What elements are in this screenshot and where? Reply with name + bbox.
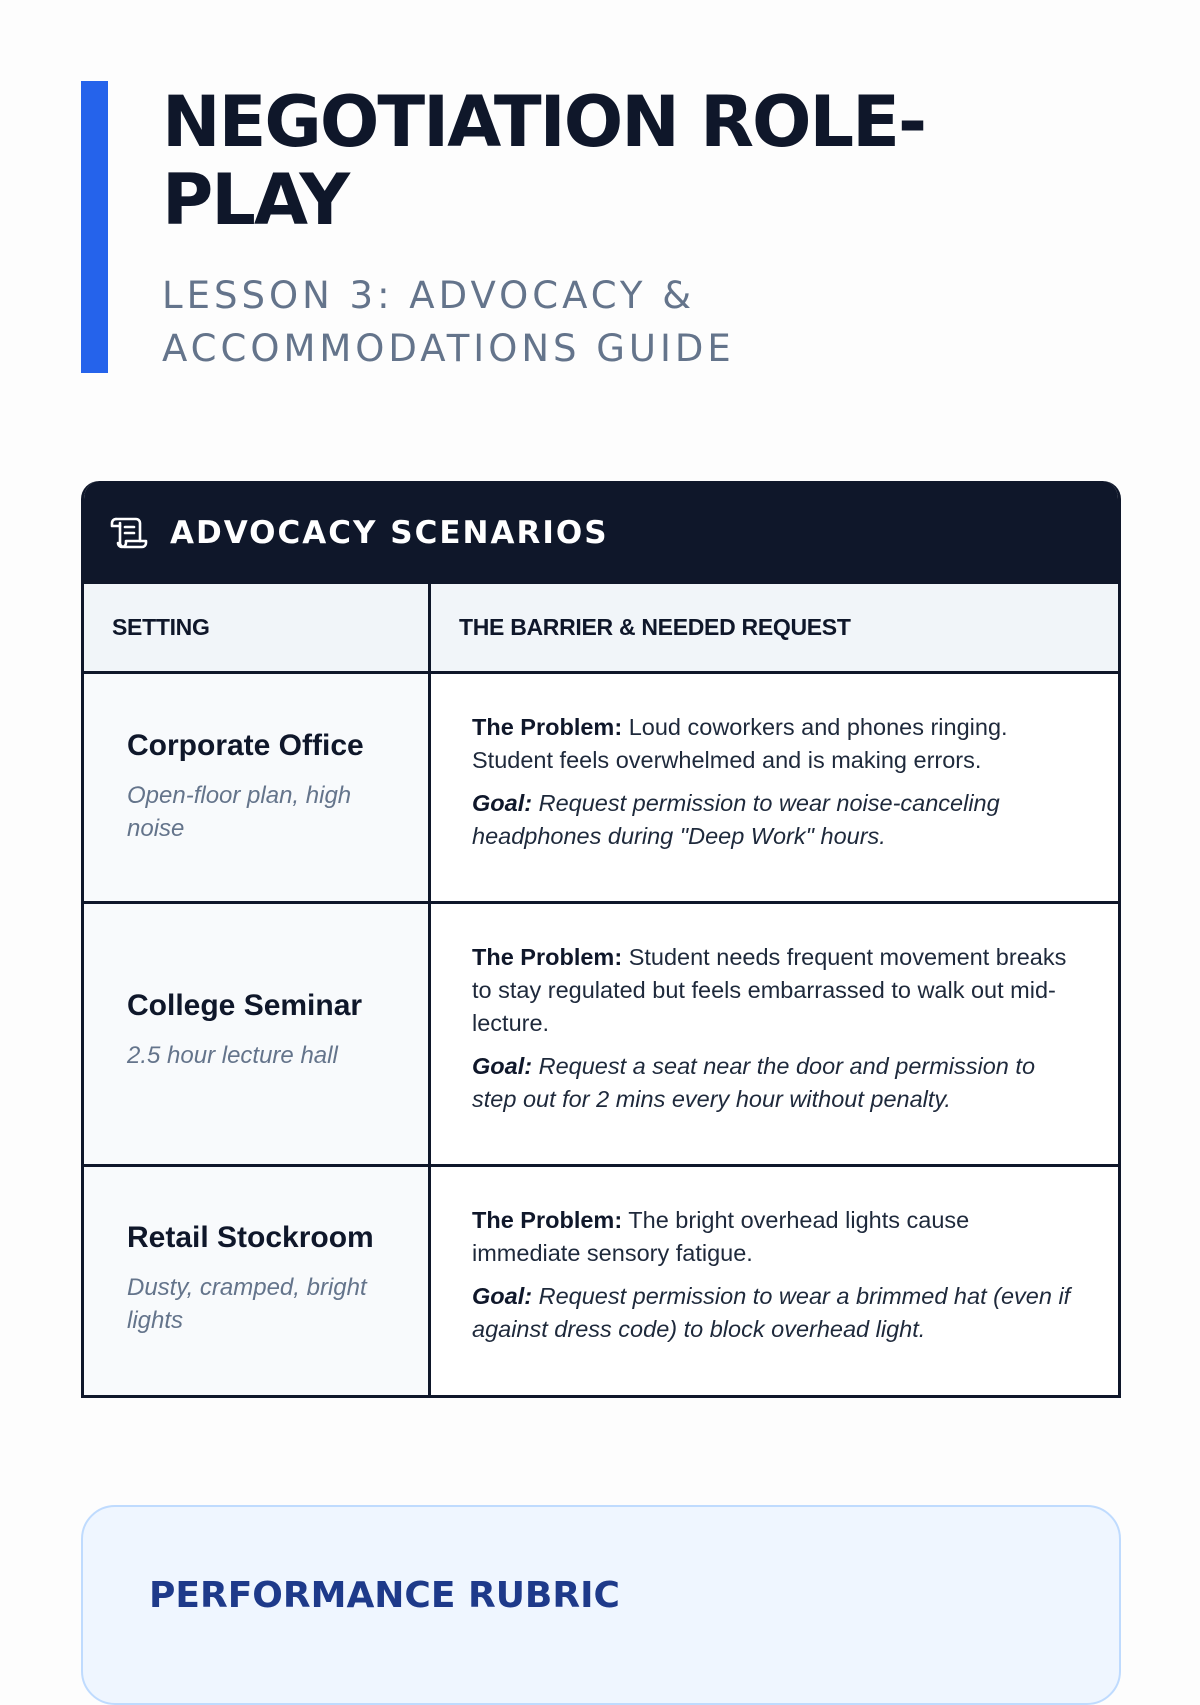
setting-cell	[84, 904, 428, 1164]
problem-label: The Problem:	[472, 1207, 623, 1233]
column-header-barrier: THE BARRIER & NEEDED REQUEST	[459, 614, 851, 640]
setting-description: Dusty, cramped, bright lights	[127, 1274, 367, 1334]
barrier-cell	[431, 904, 1118, 1164]
setting-description: Open-floor plan, high noise	[127, 782, 352, 842]
goal-label: Goal:	[472, 790, 533, 816]
goal-body: Request a seat near the door and permission to step out for 2 mins every hour without penalty.	[472, 1053, 1036, 1112]
problem-body: The bright overhead lights cause immediate sensory fatigue.	[472, 1207, 970, 1266]
setting-description: 2.5 hour lecture hall	[127, 1042, 338, 1069]
setting-cell	[84, 674, 428, 901]
scenarios-header	[81, 481, 1121, 584]
title-block	[81, 81, 1121, 373]
column-divider	[428, 584, 431, 1398]
problem-text	[472, 1204, 1082, 1270]
problem-text	[472, 711, 1082, 777]
table-row	[84, 674, 1118, 904]
barrier-cell	[431, 674, 1118, 901]
column-header-setting: SETTING	[112, 614, 210, 640]
goal-text	[472, 787, 1082, 853]
setting-name: Retail Stockroom	[127, 1221, 374, 1254]
setting-name: Corporate Office	[127, 729, 364, 762]
rubric-title: PERFORMANCE RUBRIC	[149, 1575, 620, 1616]
table-header-row	[84, 584, 1118, 674]
goal-body: Request permission to wear noise-canceling headphones during "Deep Work" hours.	[472, 790, 1000, 849]
goal-body: Request permission to wear a brimmed hat (even if against dress code) to block overhead light.	[472, 1283, 1071, 1342]
page-title: NEGOTIATION ROLE-PLAY	[162, 81, 926, 241]
goal-text	[472, 1280, 1082, 1346]
scroll-icon	[108, 513, 148, 553]
barrier-cell	[431, 1167, 1118, 1395]
setting-name: College Seminar	[127, 989, 363, 1022]
rubric-card	[81, 1505, 1121, 1705]
scenarios-title: ADVOCACY SCENARIOS	[170, 514, 609, 551]
page-subtitle: LESSON 3: ADVOCACY & ACCOMMODATIONS GUIDE	[162, 274, 735, 370]
goal-label: Goal:	[472, 1283, 533, 1309]
table-row	[84, 904, 1118, 1167]
problem-label: The Problem:	[472, 714, 623, 740]
scenarios-table	[81, 481, 1121, 1398]
problem-body: Student needs frequent movement breaks to stay regulated but feels embarrassed to walk out mid-lecture.	[472, 944, 1067, 1036]
problem-body: Loud coworkers and phones ringing. Student feels overwhelmed and is making errors.	[472, 714, 1008, 773]
goal-text	[472, 1050, 1082, 1116]
problem-text	[472, 941, 1082, 1040]
setting-cell	[84, 1167, 428, 1395]
problem-label: The Problem:	[472, 944, 623, 970]
goal-label: Goal:	[472, 1053, 533, 1079]
table-row	[84, 1167, 1118, 1395]
